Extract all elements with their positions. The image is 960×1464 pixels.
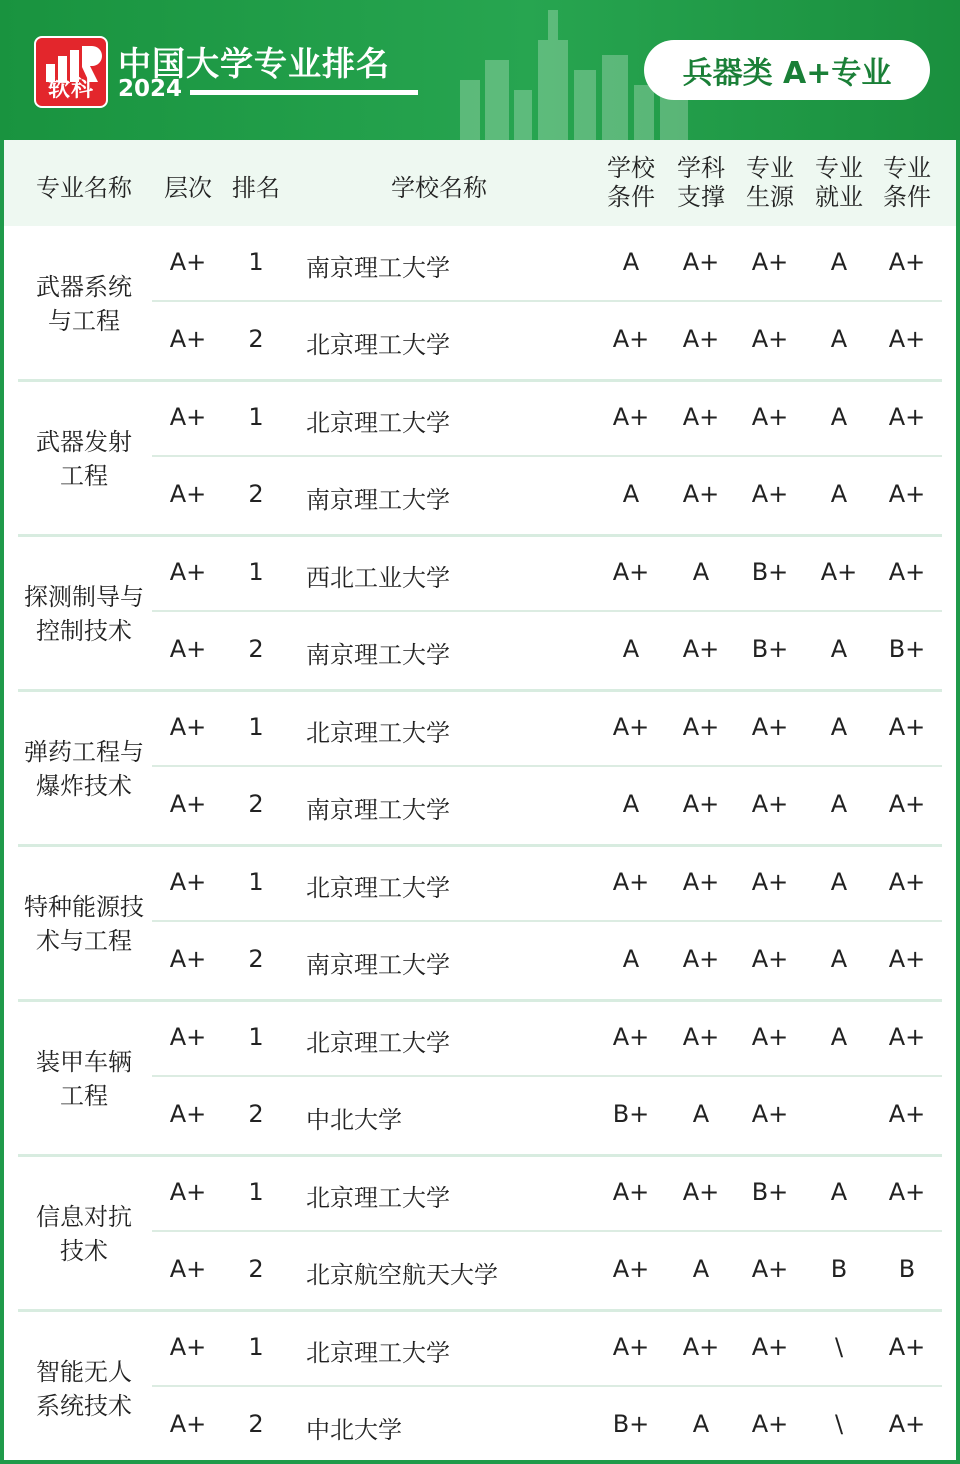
cell-major-condition: A+ <box>888 248 926 276</box>
major-name-line: 与工程 <box>48 306 120 335</box>
col-school: 学校名称 <box>391 174 487 202</box>
cell-rank: 2 <box>248 945 264 973</box>
cell-major-condition: A+ <box>888 1100 926 1128</box>
cell-major-condition: A+ <box>888 790 926 818</box>
cell-employment: A <box>830 1178 848 1206</box>
cell-level: A+ <box>169 1178 207 1206</box>
major-name-line: 武器发射 <box>36 427 132 456</box>
cell-rank: 2 <box>248 1410 264 1438</box>
cell-discipline-support: A+ <box>682 1178 720 1206</box>
cell-major-condition: A+ <box>888 1023 926 1051</box>
cell-school-condition: A+ <box>612 713 650 741</box>
cell-school-condition: A+ <box>612 868 650 896</box>
cell-major-condition: A+ <box>888 1178 926 1206</box>
cell-student-source: A+ <box>751 713 789 741</box>
cell-school-condition: A+ <box>612 1178 650 1206</box>
cell-discipline-support: A+ <box>682 1333 720 1361</box>
brand-underline <box>190 90 418 95</box>
cell-employment: A <box>830 403 848 431</box>
cell-discipline-support: A <box>692 558 710 586</box>
table-row <box>4 846 956 921</box>
cell-student-source: A+ <box>751 1255 789 1283</box>
major-name-line: 工程 <box>60 461 108 490</box>
cell-major-condition: B+ <box>888 635 926 663</box>
cell-discipline-support: A+ <box>682 713 720 741</box>
cell-level: A+ <box>169 325 207 353</box>
col-school-condition: 学校 条件 <box>607 154 655 211</box>
cell-rank: 2 <box>248 480 264 508</box>
table-row <box>4 536 956 611</box>
cell-school-condition: A <box>622 635 640 663</box>
table-row <box>4 1311 956 1386</box>
cell-rank: 1 <box>248 248 264 276</box>
cell-employment: \ <box>834 1333 844 1361</box>
cell-major-condition: A+ <box>888 868 926 896</box>
cell-rank: 1 <box>248 713 264 741</box>
cell-school-condition: A <box>622 248 640 276</box>
cell-employment: A <box>830 480 848 508</box>
cell-level: A+ <box>169 558 207 586</box>
major-name-line: 术与工程 <box>36 926 132 955</box>
table-row <box>4 923 956 998</box>
table-row <box>4 303 956 378</box>
cell-school-condition: A+ <box>612 1023 650 1051</box>
table-row <box>4 613 956 688</box>
cell-student-source: B+ <box>751 1178 789 1206</box>
col-student-source: 专业 生源 <box>746 154 794 211</box>
table-row <box>4 691 956 766</box>
table-row <box>4 1078 956 1153</box>
cell-level: A+ <box>169 1410 207 1438</box>
cell-student-source: A+ <box>751 790 789 818</box>
major-name-line: 信息对抗 <box>36 1202 132 1231</box>
major-name-line: 爆炸技术 <box>36 771 132 800</box>
cell-rank: 1 <box>248 403 264 431</box>
cell-school: 北京理工大学 <box>306 1339 450 1367</box>
cell-school: 北京理工大学 <box>306 1184 450 1212</box>
cell-discipline-support: A+ <box>682 868 720 896</box>
cell-employment: A <box>830 1023 848 1051</box>
major-group <box>4 691 956 846</box>
cell-school-condition: A+ <box>612 1333 650 1361</box>
logo-text: 软科 <box>47 77 94 102</box>
cell-school-condition: A+ <box>612 1255 650 1283</box>
cell-school-condition: A <box>622 790 640 818</box>
cell-level: A+ <box>169 713 207 741</box>
category-badge: 兵器类 A+专业 <box>644 40 930 100</box>
cell-employment: B <box>830 1255 848 1283</box>
major-group <box>4 1156 956 1311</box>
cell-discipline-support: A <box>692 1255 710 1283</box>
major-group <box>4 381 956 536</box>
major-name-line: 系统技术 <box>36 1391 132 1420</box>
cell-rank: 1 <box>248 1178 264 1206</box>
cell-student-source: A+ <box>751 325 789 353</box>
cell-student-source: A+ <box>751 1100 789 1128</box>
major-group <box>4 1311 956 1464</box>
cell-student-source: A+ <box>751 248 789 276</box>
cell-discipline-support: A+ <box>682 790 720 818</box>
cell-level: A+ <box>169 945 207 973</box>
cell-level: A+ <box>169 248 207 276</box>
cell-student-source: A+ <box>751 480 789 508</box>
cell-school: 北京理工大学 <box>306 409 450 437</box>
table-row <box>4 458 956 533</box>
cell-discipline-support: A+ <box>682 403 720 431</box>
cell-major-condition: A+ <box>888 558 926 586</box>
col-major-condition: 专业 条件 <box>883 154 931 211</box>
table-row <box>4 1388 956 1463</box>
cell-school: 南京理工大学 <box>306 641 450 669</box>
cell-school: 中北大学 <box>306 1106 402 1134</box>
cell-employment: A <box>830 713 848 741</box>
cell-student-source: A+ <box>751 868 789 896</box>
cell-discipline-support: A <box>692 1410 710 1438</box>
col-rank: 排名 <box>232 174 280 202</box>
cell-school: 南京理工大学 <box>306 486 450 514</box>
cell-level: A+ <box>169 1333 207 1361</box>
cell-level: A+ <box>169 868 207 896</box>
cell-employment: A <box>830 325 848 353</box>
cell-major-condition: B <box>898 1255 916 1283</box>
cell-rank: 1 <box>248 1333 264 1361</box>
cell-level: A+ <box>169 635 207 663</box>
major-name-line: 武器系统 <box>36 272 132 301</box>
cell-school: 北京理工大学 <box>306 331 450 359</box>
cell-rank: 2 <box>248 325 264 353</box>
cell-school: 西北工业大学 <box>306 564 450 592</box>
cell-school-condition: A <box>622 945 640 973</box>
cell-school: 北京理工大学 <box>306 719 450 747</box>
brand-title: 中国大学专业排名 <box>118 44 390 83</box>
cell-rank: 1 <box>248 558 264 586</box>
cell-school: 北京理工大学 <box>306 874 450 902</box>
ranking-table <box>4 140 956 1460</box>
cell-school: 南京理工大学 <box>306 951 450 979</box>
cell-employment: A <box>830 790 848 818</box>
page-header <box>0 0 960 140</box>
cell-discipline-support: A+ <box>682 635 720 663</box>
cell-school: 中北大学 <box>306 1416 402 1444</box>
cell-rank: 1 <box>248 868 264 896</box>
major-name-line: 特种能源技 <box>24 892 144 921</box>
table-row <box>4 1156 956 1231</box>
cell-student-source: A+ <box>751 1333 789 1361</box>
cell-rank: 2 <box>248 1100 264 1128</box>
col-level: 层次 <box>164 174 212 202</box>
cell-employment: A <box>830 248 848 276</box>
cell-student-source: B+ <box>751 558 789 586</box>
cell-employment: A <box>830 868 848 896</box>
cell-school: 南京理工大学 <box>306 796 450 824</box>
major-name-line: 装甲车辆 <box>36 1047 132 1076</box>
cell-student-source: A+ <box>751 945 789 973</box>
cell-major-condition: A+ <box>888 325 926 353</box>
col-discipline-support: 学科 支撑 <box>677 154 725 211</box>
cell-student-source: A+ <box>751 1410 789 1438</box>
cell-major-condition: A+ <box>888 403 926 431</box>
cell-rank: 2 <box>248 635 264 663</box>
major-group <box>4 536 956 691</box>
cell-rank: 2 <box>248 1255 264 1283</box>
cell-major-condition: A+ <box>888 713 926 741</box>
cell-school-condition: A <box>622 480 640 508</box>
cell-rank: 2 <box>248 790 264 818</box>
cell-school: 北京航空航天大学 <box>306 1261 498 1289</box>
cell-discipline-support: A <box>692 1100 710 1128</box>
cell-level: A+ <box>169 1255 207 1283</box>
table-row <box>4 226 956 301</box>
table-row <box>4 768 956 843</box>
col-major: 专业名称 <box>36 174 132 202</box>
major-group <box>4 226 956 381</box>
cell-student-source: B+ <box>751 635 789 663</box>
cell-major-condition: A+ <box>888 480 926 508</box>
cell-major-condition: A+ <box>888 945 926 973</box>
cell-school-condition: A+ <box>612 325 650 353</box>
major-name-line: 探测制导与 <box>24 582 144 611</box>
major-group <box>4 1001 956 1156</box>
major-group <box>4 846 956 1001</box>
cell-discipline-support: A+ <box>682 1023 720 1051</box>
cell-school: 北京理工大学 <box>306 1029 450 1057</box>
major-name-line: 工程 <box>60 1081 108 1110</box>
cell-student-source: A+ <box>751 403 789 431</box>
cell-school-condition: A+ <box>612 558 650 586</box>
cell-discipline-support: A+ <box>682 325 720 353</box>
major-name-line: 弹药工程与 <box>24 737 144 766</box>
major-name-line: 控制技术 <box>36 616 132 645</box>
cell-discipline-support: A+ <box>682 480 720 508</box>
cell-discipline-support: A+ <box>682 248 720 276</box>
cell-employment: A <box>830 635 848 663</box>
shanghai-ranking-logo <box>34 36 108 108</box>
cell-level: A+ <box>169 403 207 431</box>
major-name-line: 技术 <box>60 1236 108 1265</box>
brand-year: 2024 <box>118 76 183 102</box>
cell-employment: A <box>830 945 848 973</box>
cell-level: A+ <box>169 1100 207 1128</box>
table-header <box>4 140 956 226</box>
cell-level: A+ <box>169 480 207 508</box>
cell-level: A+ <box>169 790 207 818</box>
cell-rank: 1 <box>248 1023 264 1051</box>
cell-employment: \ <box>834 1410 844 1438</box>
cell-school-condition: B+ <box>612 1410 650 1438</box>
major-name-line: 智能无人 <box>36 1357 132 1386</box>
cell-school-condition: A+ <box>612 403 650 431</box>
table-row <box>4 1233 956 1308</box>
table-row <box>4 1001 956 1076</box>
cell-level: A+ <box>169 1023 207 1051</box>
cell-student-source: A+ <box>751 1023 789 1051</box>
cell-major-condition: A+ <box>888 1333 926 1361</box>
col-employment: 专业 就业 <box>815 154 863 211</box>
cell-employment: A+ <box>820 558 858 586</box>
table-row <box>4 381 956 456</box>
cell-school-condition: B+ <box>612 1100 650 1128</box>
cell-school: 南京理工大学 <box>306 254 450 282</box>
cell-major-condition: A+ <box>888 1410 926 1438</box>
cell-discipline-support: A+ <box>682 945 720 973</box>
